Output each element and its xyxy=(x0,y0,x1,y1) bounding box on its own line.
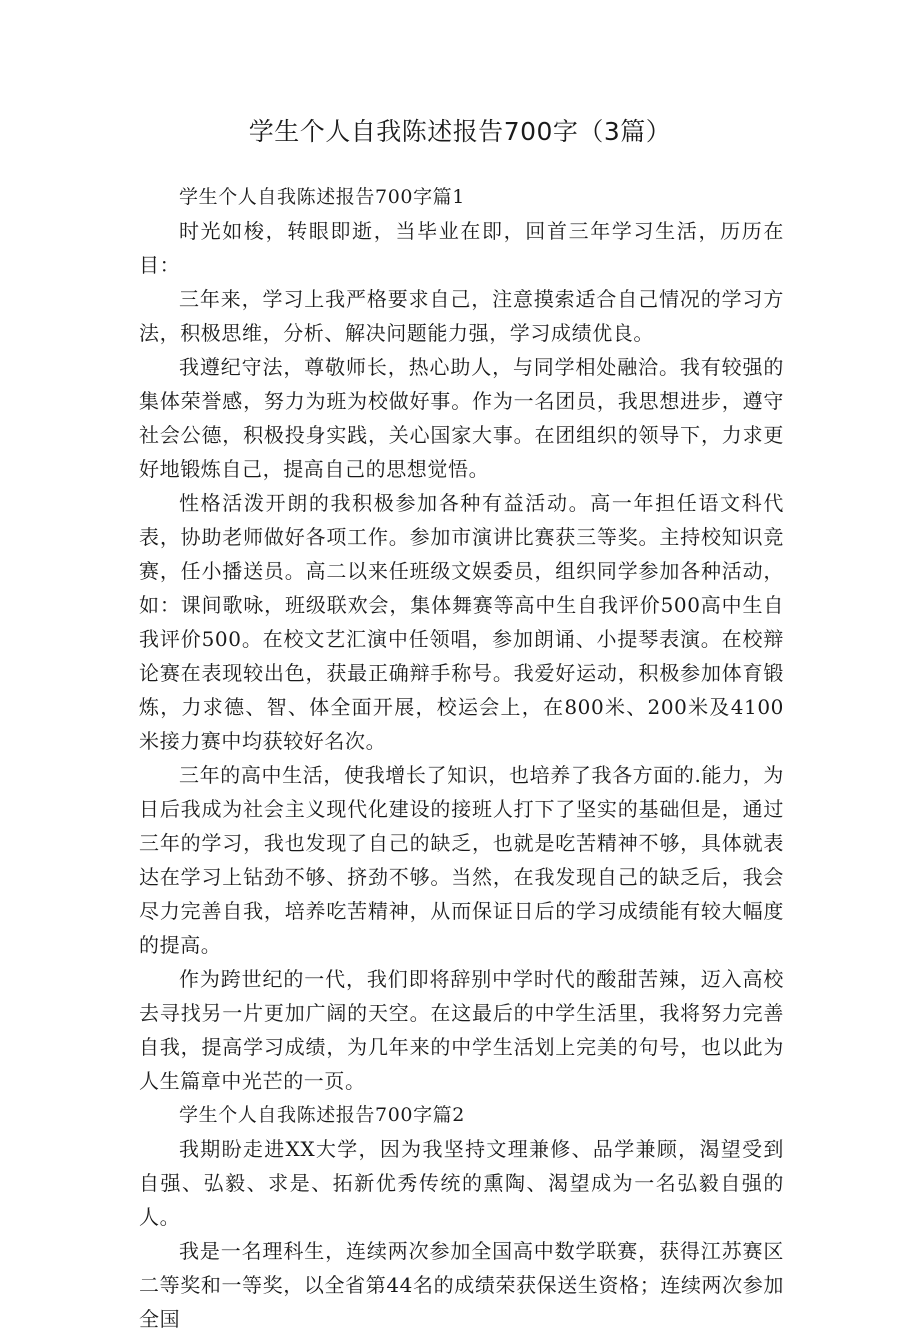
paragraph: 性格活泼开朗的我积极参加各种有益活动。高一年担任语文科代表，协助老师做好各项工作。参加市演讲比赛获三等奖。主持校知识竞赛，任小播送员。高二以来任班级文娱委员，组织同学参加各种活动，如：课间歌咏，班级联欢会，集体舞赛等高中生自我评价500高中生自我评价500。在校文艺汇演中任领唱，参加朗诵、小提琴表演。在校辩论赛在表现较出色，获最正确辩手称号。我爱好运动，积极参加体育锻炼，力求德、智、体全面开展，校运会上，在800米、200米及4100米接力赛中均获较好名次。 xyxy=(139,491,784,753)
section-heading: 学生个人自我陈述报告700字篇2 xyxy=(179,1104,465,1126)
section-heading: 学生个人自我陈述报告700字篇1 xyxy=(179,186,465,208)
paragraph: 时光如梭，转眼即逝，当毕业在即，回首三年学习生活，历历在目： xyxy=(139,219,784,277)
paragraph: 我遵纪守法，尊敬师长，热心助人，与同学相处融洽。我有较强的集体荣誉感，努力为班为校做好事。作为一名团员，我思想进步，遵守社会公德，积极投身实践，关心国家大事。在团组织的领导下，力求更好地锻炼自己，提高自己的思想觉悟。 xyxy=(139,355,784,481)
paragraph: 三年的高中生活，使我增长了知识，也培养了我各方面的.能力，为日后我成为社会主义现代化建设的接班人打下了坚实的基础但是，通过三年的学习，我也发现了自己的缺乏，也就是吃苦精神不够，具体就表达在学习上钻劲不够、挤劲不够。当然，在我发现自己的缺乏后，我会尽力完善自我，培养吃苦精神，从而保证日后的学习成绩能有较大幅度的提高。 xyxy=(139,763,784,957)
paragraph: 我期盼走进XX大学，因为我坚持文理兼修、品学兼顾，渴望受到自强、弘毅、求是、拓新优秀传统的熏陶、渴望成为一名弘毅自强的人。 xyxy=(139,1137,784,1229)
paragraph: 作为跨世纪的一代，我们即将辞别中学时代的酸甜苦辣，迈入高校去寻找另一片更加广阔的天空。在这最后的中学生活里，我将努力完善自我，提高学习成绩，为几年来的中学生活划上完美的句号，也以此为人生篇章中光芒的一页。 xyxy=(139,967,784,1093)
document-title: 学生个人自我陈述报告700字（3篇） xyxy=(248,117,672,146)
paragraph: 三年来，学习上我严格要求自己，注意摸索适合自己情况的学习方法，积极思维，分析、解决问题能力强，学习成绩优良。 xyxy=(139,287,784,345)
paragraph: 我是一名理科生，连续两次参加全国高中数学联赛，获得江苏赛区二等奖和一等奖，以全省第44名的成绩荣获保送生资格；连续两次参加全国 xyxy=(139,1239,784,1331)
document-body xyxy=(139,180,784,1336)
